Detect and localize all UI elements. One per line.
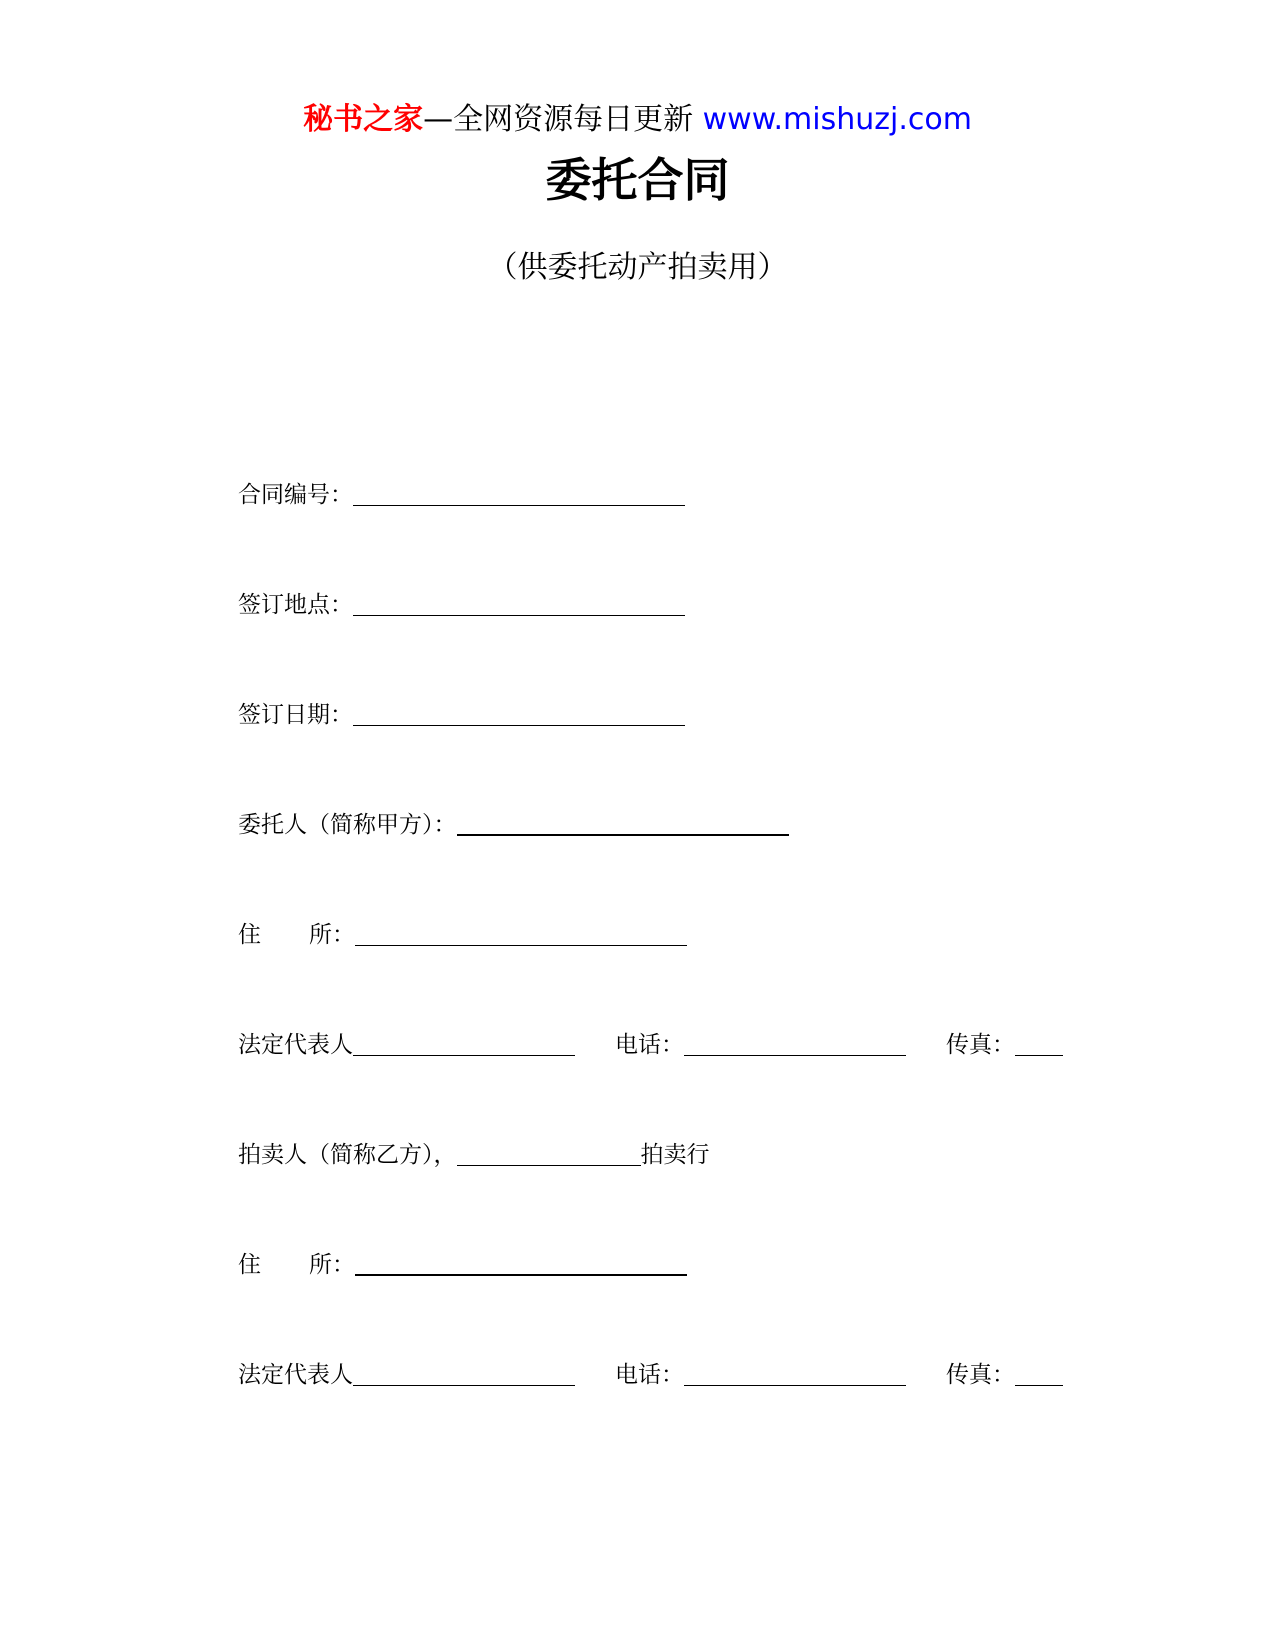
sign-place-blank[interactable]: [353, 591, 685, 616]
document-title: 委托合同: [545, 153, 730, 207]
auctioneer-phone-blank[interactable]: [684, 1361, 906, 1386]
auctioneer-contact-row: [238, 1358, 1063, 1392]
site-url[interactable]: www.mishuzj.com: [702, 102, 972, 137]
auctioneer-label: 拍卖人（简称乙方），: [238, 1142, 457, 1168]
principal-address-row: [238, 918, 687, 952]
site-slogan: —全网资源每日更新: [423, 102, 694, 137]
auctioneer-phone-label: 电话：: [615, 1362, 684, 1388]
auctioneer-fax-label: 传真：: [946, 1362, 1015, 1388]
contract-number-blank[interactable]: [353, 481, 685, 506]
auctioneer-address-label-b: 所：: [309, 1252, 355, 1278]
auctioneer-address-label-a: 住: [238, 1252, 261, 1278]
auctioneer-address-blank[interactable]: [355, 1250, 687, 1276]
principal-phone-label: 电话：: [615, 1032, 684, 1058]
principal-blank[interactable]: [457, 810, 789, 836]
principal-address-label-b: 所：: [309, 922, 355, 948]
principal-legal-rep-blank[interactable]: [353, 1031, 575, 1056]
auctioneer-fax-blank[interactable]: [1015, 1361, 1063, 1386]
auctioneer-legal-rep-label: 法定代表人: [238, 1362, 353, 1388]
principal-label: 委托人（简称甲方）：: [238, 812, 457, 838]
principal-address-label-a: 住: [238, 922, 261, 948]
sign-date-blank[interactable]: [353, 701, 685, 726]
auctioneer-blank[interactable]: [457, 1141, 641, 1166]
auctioneer-row: [238, 1138, 710, 1172]
contract-number-label: 合同编号：: [238, 482, 353, 508]
principal-address-blank[interactable]: [355, 921, 687, 946]
auctioneer-address-row: [238, 1248, 687, 1282]
site-header: [0, 100, 1275, 140]
site-brand: 秘书之家: [303, 102, 424, 137]
principal-fax-label: 传真：: [946, 1032, 1015, 1058]
sign-date-label: 签订日期：: [238, 702, 353, 728]
auctioneer-legal-rep-blank[interactable]: [353, 1361, 575, 1386]
contract-number-row: [238, 478, 685, 512]
auction-house-label: 拍卖行: [640, 1142, 710, 1168]
principal-contact-row: [238, 1028, 1063, 1062]
document-subtitle: （供委托动产拍卖用）: [487, 250, 788, 285]
principal-legal-rep-label: 法定代表人: [238, 1032, 353, 1058]
principal-row: [238, 808, 789, 842]
sign-place-row: [238, 588, 685, 622]
principal-fax-blank[interactable]: [1015, 1031, 1063, 1056]
sign-date-row: [238, 698, 685, 732]
sign-place-label: 签订地点：: [238, 592, 353, 618]
principal-phone-blank[interactable]: [684, 1031, 906, 1056]
